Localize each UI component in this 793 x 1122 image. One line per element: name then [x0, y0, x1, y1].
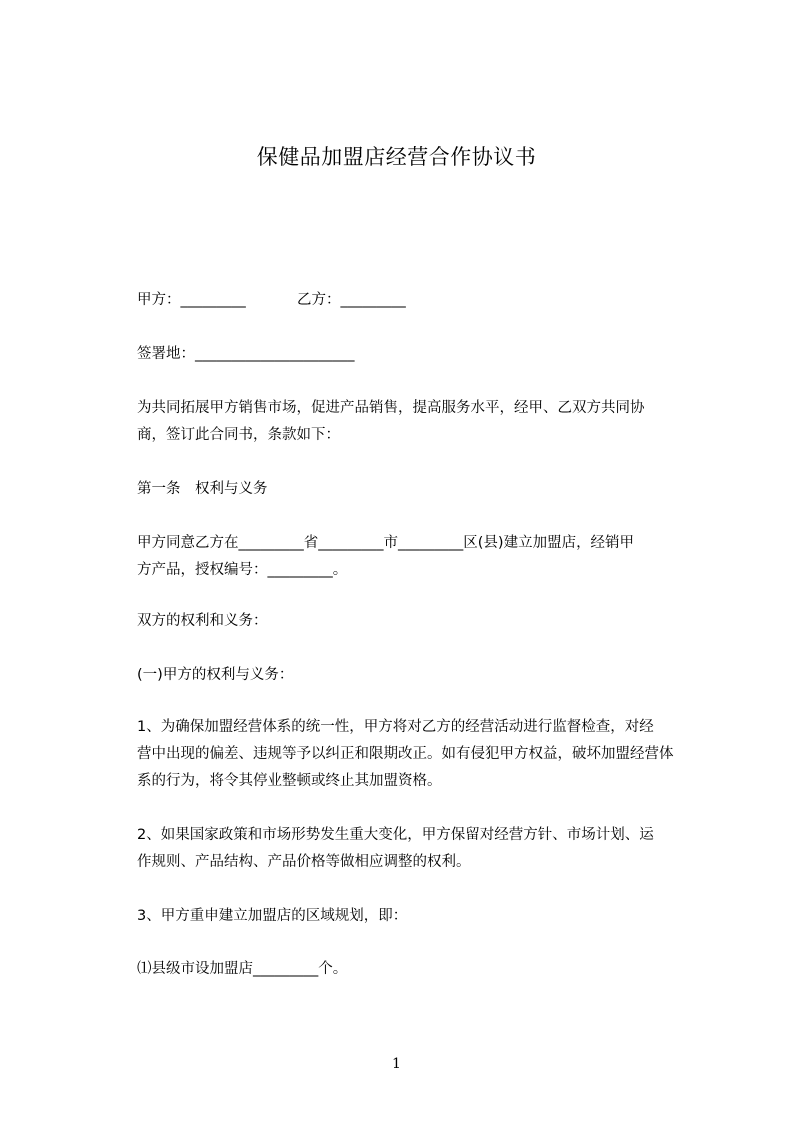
item-1-line-3: 系的行为，将令其停业整顿或终止其加盟资格。 [137, 773, 442, 789]
item-3-sub-1: ⑴县级市设加盟店_________个。 [137, 961, 348, 977]
intro-paragraph-line-2: 商，签订此合同书，条款如下： [137, 427, 340, 443]
article-1-heading: 第一条 权利与义务 [137, 481, 268, 497]
item-1-line-1: 1、为确保加盟经营体系的统一性，甲方将对乙方的经营活动进行监督检查，对经 [137, 719, 654, 735]
item-1-line-2: 营中出现的偏差、违规等予以纠正和限期改正。如有侵犯甲方权益，破坏加盟经营体 [137, 746, 674, 762]
party-b-field: 乙方：_________ [297, 292, 406, 308]
document-title: 保健品加盟店经营合作协议书 [256, 145, 537, 169]
item-2-line-2: 作规则、产品结构、产品价格等做相应调整的权利。 [137, 854, 471, 870]
mutual-rights-heading: 双方的权利和义务： [137, 613, 268, 629]
page-number: 1 [392, 1056, 401, 1072]
party-a-field: 甲方：_________ [137, 292, 246, 308]
item-3-heading: 3、甲方重申建立加盟店的区域规划，即： [137, 908, 408, 924]
agreement-line-1: 甲方同意乙方在_________省_________市_________区(县)建立加盟店，经销甲 [137, 535, 635, 551]
section-a-heading: (一)甲方的权利与义务： [137, 667, 294, 683]
agreement-line-2: 方产品，授权编号：_________。 [137, 562, 348, 578]
intro-paragraph-line-1: 为共同拓展甲方销售市场，促进产品销售，提高服务水平，经甲、乙双方共同协 [137, 400, 645, 416]
item-2-line-1: 2、如果国家政策和市场形势发生重大变化，甲方保留对经营方针、市场计划、运 [137, 827, 654, 843]
signing-place-field: 签署地：______________________ [137, 346, 355, 362]
